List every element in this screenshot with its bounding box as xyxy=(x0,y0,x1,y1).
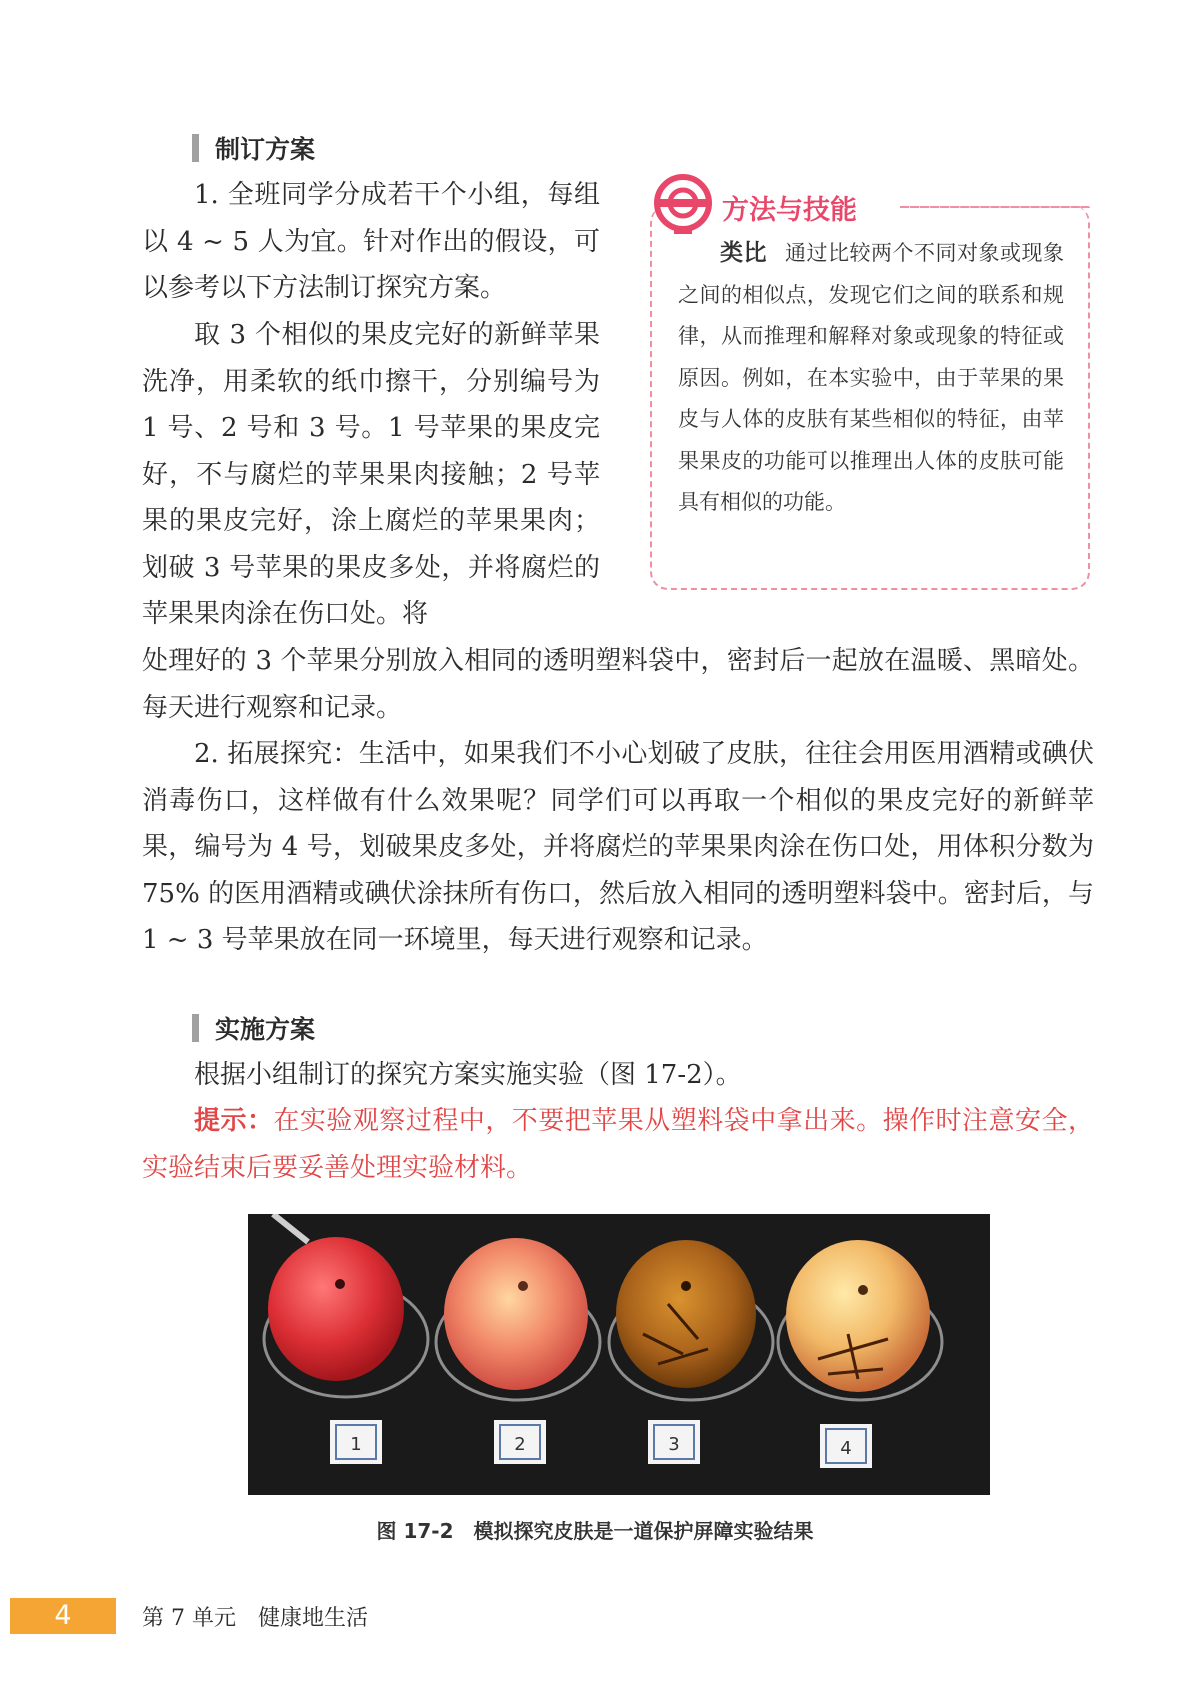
paragraph-1: 1. 全班同学分成若干个小组，每组以 4 ~ 5 人为宜。针对作出的假设，可以参考以下方法制订探究方案。 xyxy=(142,180,600,303)
apples-photo xyxy=(248,1214,990,1495)
apple-label-1: 1 xyxy=(350,1434,362,1455)
section-heading-plan xyxy=(192,130,315,166)
paragraph-2-continued: 处理好的 3 个苹果分别放入相同的透明塑料袋中，密封后一起放在温暖、黑暗处。每天进行观察和记录。 xyxy=(142,646,1094,723)
methods-title: 方法与技能 xyxy=(722,188,865,227)
apple-label-3: 3 xyxy=(668,1434,680,1455)
apple-label-2: 2 xyxy=(514,1434,526,1455)
paragraph-2: 取 3 个相似的果皮完好的新鲜苹果洗净，用柔软的纸巾擦干，分别编号为 1 号、2 号和 3 号。1 号苹果的果皮完好，不与腐烂的苹果果肉接触；2 号苹果的果皮完好，涂上腐烂的苹果果肉；划破 3 号苹果的果皮多处，并将腐烂的苹果果肉涂在伤口处。将 xyxy=(142,320,600,629)
page-number: 4 xyxy=(10,1598,116,1634)
heading-bar xyxy=(192,134,199,162)
heading-bar xyxy=(192,1014,199,1042)
section-heading-text: 实施方案 xyxy=(215,1015,316,1044)
tip-paragraph xyxy=(142,1098,1094,1191)
apple-label-4: 4 xyxy=(840,1438,852,1459)
tip-label: 提示： xyxy=(194,1106,274,1136)
section-heading-implement xyxy=(192,1010,315,1046)
methods-body xyxy=(678,232,1064,524)
methods-term: 类比 xyxy=(720,239,767,266)
footer-unit-title: 第 7 单元 健康地生活 xyxy=(142,1606,368,1631)
section-heading-text: 制订方案 xyxy=(215,135,316,164)
tip-text: 在实验观察过程中，不要把苹果从塑料袋中拿出来。操作时注意安全，实验结束后要妥善处理实验材料。 xyxy=(142,1106,1094,1183)
methods-text: 通过比较两个不同对象或现象之间的相似点，发现它们之间的联系和规律，从而推理和解释对象或现象的特征或原因。例如，在本实验中，由于苹果的果皮与人体的皮肤有某些相似的特征，由苹果果皮的功能可以推理出人体的皮肤可能具有相似的功能。 xyxy=(678,241,1064,514)
paragraph-implement: 根据小组制订的探究方案实施实验（图 17-2）。 xyxy=(194,1060,742,1090)
figure-caption: 图 17-2 模拟探究皮肤是一道保护屏障实验结果 xyxy=(376,1519,814,1543)
methods-box-top-border xyxy=(900,206,1090,208)
paragraph-3: 2. 拓展探究：生活中，如果我们不小心划破了皮肤，往往会用医用酒精或碘伏消毒伤口，这样做有什么效果呢？同学们可以再取一个相似的果皮完好的新鲜苹果，编号为 4 号，划破果皮多处，并将腐烂的苹果果肉涂在伤口处，用体积分数为 75% 的医用酒精或碘伏涂抹所有伤口，然后放入相同的透明塑料袋中。密封后，与 1 ~ 3 号苹果放在同一环境里，每天进行观察和记录。 xyxy=(142,739,1094,955)
